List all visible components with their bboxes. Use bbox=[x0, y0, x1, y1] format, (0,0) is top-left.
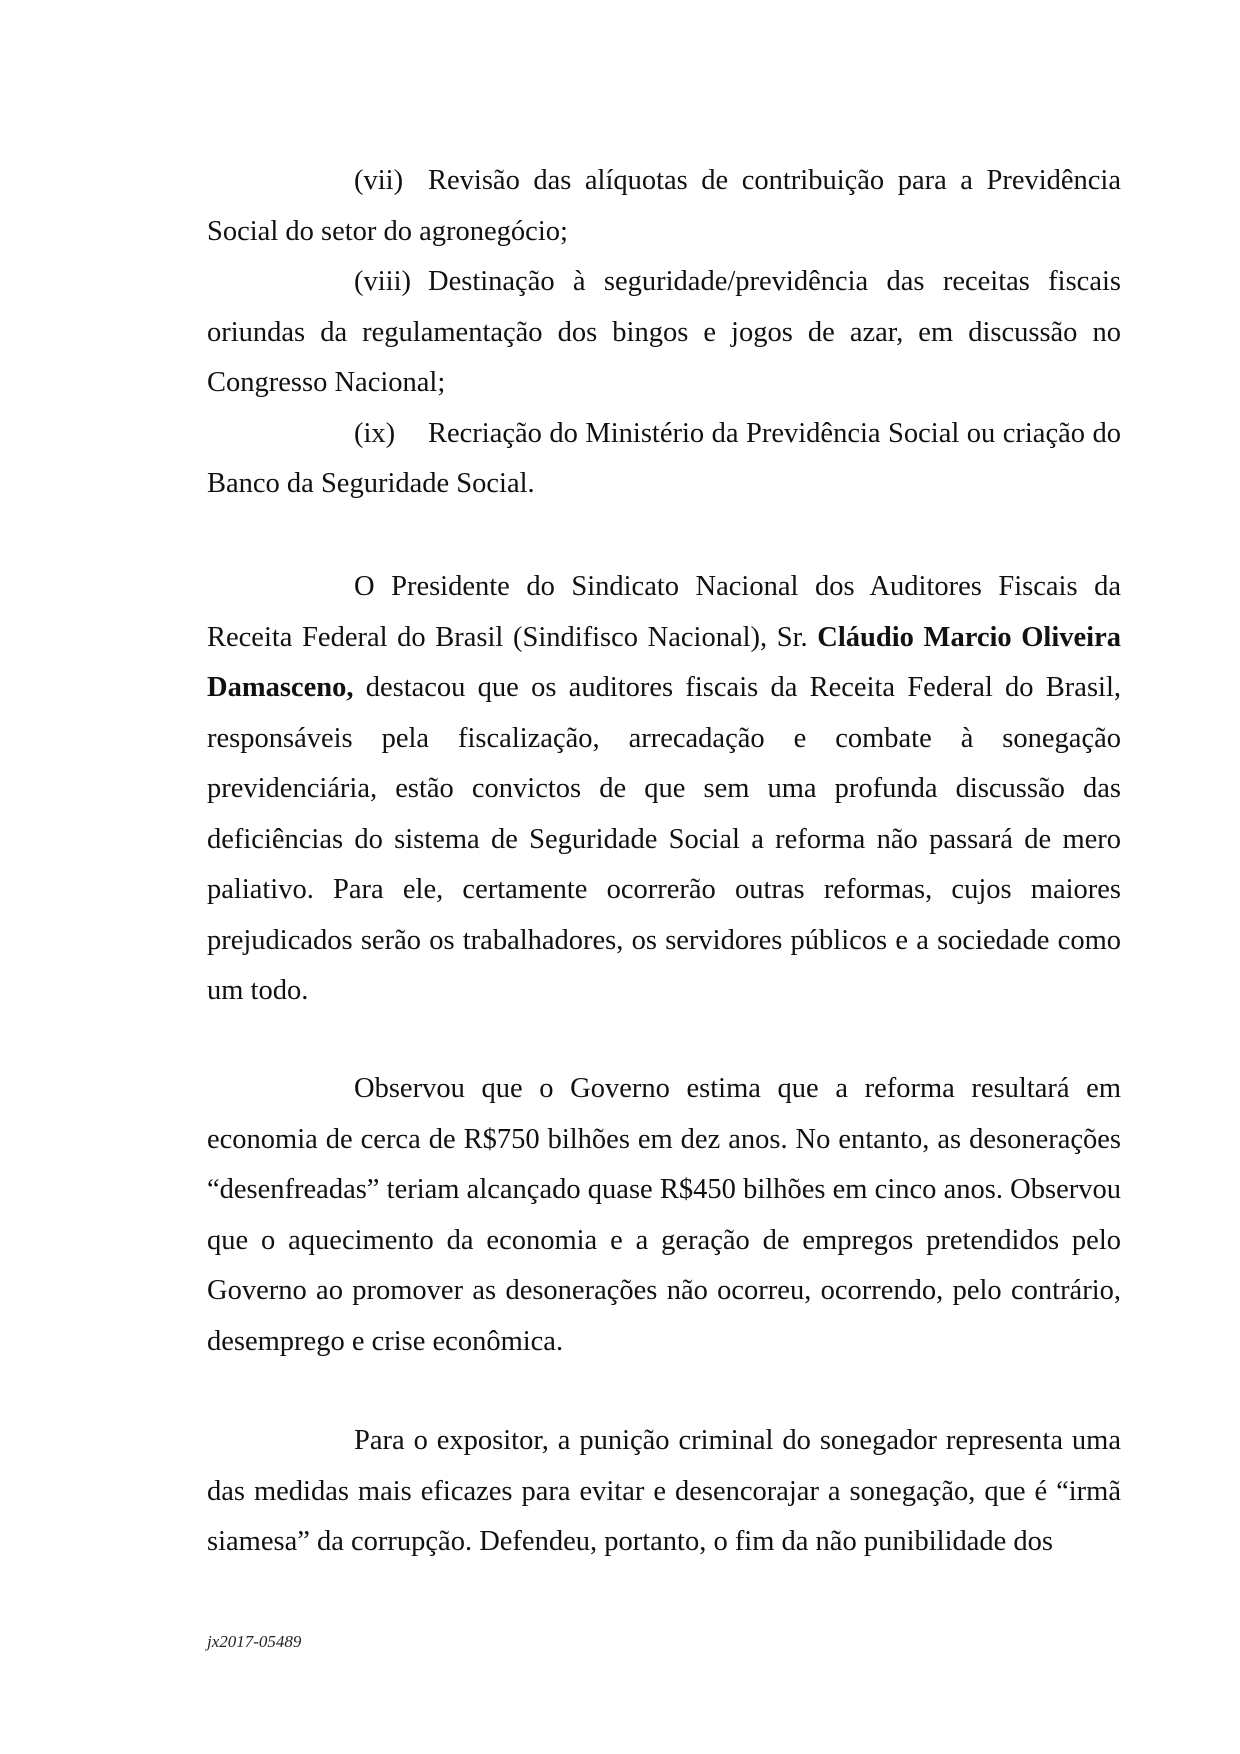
list-item-ix bbox=[207, 409, 1121, 510]
recommendation-list bbox=[207, 156, 1121, 510]
paragraph-text: Observou que o Governo estima que a reforma resultará em economia de cerca de R$750 bilhões em dez anos. No entanto, as desonerações “desenfreadas” teriam alcançado quase R$450 bilhões em cinco anos. Observou que o aquecimento da economia e a geração de empregos pretendidos pelo Governo ao promover as desonerações não ocorreu, ocorrendo, pelo contrário, desemprego e crise econômica. bbox=[207, 1073, 1121, 1357]
list-item-number: (viii) bbox=[354, 266, 411, 297]
paragraph-sindifisco bbox=[207, 562, 1121, 1017]
paragraph-text-after: destacou que os auditores fiscais da Receita Federal do Brasil, responsáveis pela fiscalização, arrecadação e combate à sonegação previdenciária, estão convictos de que sem uma profunda discussão das deficiências do sistema de Seguridade Social a reforma não passará de mero paliativo. Para ele, certamente ocorrerão outras reformas, cujos maiores prejudicados serão os trabalhadores, os servidores públicos e a sociedade como um todo. bbox=[207, 672, 1121, 1006]
list-item-viii bbox=[207, 257, 1121, 409]
list-item-text: Revisão das alíquotas de contribuição para a Previdência Social do setor do agronegócio; bbox=[207, 165, 1121, 247]
list-item-vii bbox=[207, 156, 1121, 257]
paragraph-text: Para o expositor, a punição criminal do sonegador representa uma das medidas mais eficazes para evitar e desencorajar a sonegação, que é “irmã siamesa” da corrupção. Defendeu, portanto, o fim da não punibilidade dos bbox=[207, 1425, 1121, 1557]
paragraph-punicao bbox=[207, 1416, 1121, 1568]
list-item-number: (ix) bbox=[354, 417, 396, 449]
list-item-text: Recriação do Ministério da Previdência Social ou criação do Banco da Seguridade Social. bbox=[207, 417, 1121, 499]
list-item-number: (vii) bbox=[354, 165, 404, 196]
paragraph-text-before: O Presidente do Sindicato Nacional dos Auditores Fiscais da Receita Federal do Brasil (Sindifisco Nacional), Sr. bbox=[207, 571, 1121, 653]
paragraph-economia bbox=[207, 1064, 1121, 1367]
list-item-text: Destinação à seguridade/previdência das receitas fiscais oriundas da regulamentação dos bingos e jogos de azar, em discussão no Congresso Nacional; bbox=[207, 266, 1121, 398]
paragraph-text bbox=[207, 562, 1121, 1017]
document-code-footer: jx2017-05489 bbox=[207, 1632, 302, 1651]
speaker-name: Cláudio Marcio Oliveira Damasceno, bbox=[207, 621, 1121, 703]
